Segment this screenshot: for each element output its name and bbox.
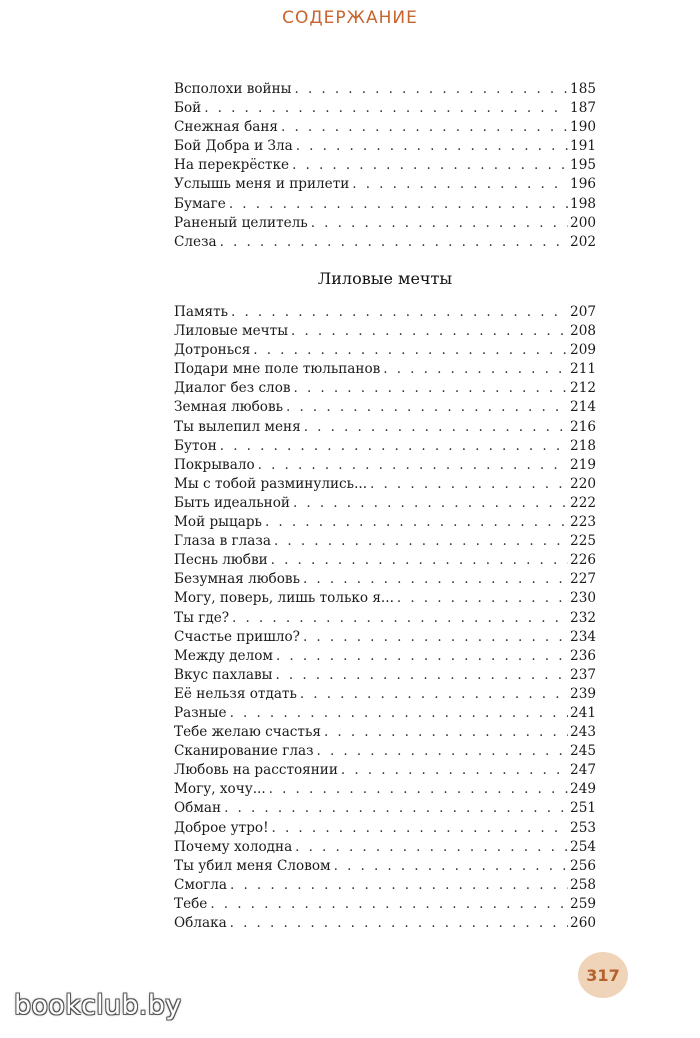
toc-entry [174, 876, 596, 895]
toc-entry-page: 249 [570, 781, 596, 798]
toc-leader-dots [303, 628, 568, 647]
page-header-title: СОДЕРЖАНИЕ [282, 8, 418, 28]
toc-leader-dots [231, 303, 568, 322]
toc-entry [174, 513, 596, 532]
toc-leader-dots [229, 195, 568, 214]
toc-entry-title: Земная любовь [174, 399, 284, 416]
toc-entry-title: Сканирование глаз [174, 743, 314, 760]
toc-entry [174, 819, 596, 838]
toc-entry [174, 379, 596, 398]
toc-entry-page: 236 [570, 647, 596, 664]
toc-entry-page: 259 [570, 895, 596, 912]
toc-entry-page: 232 [570, 609, 596, 626]
toc-entry [174, 475, 596, 494]
toc-entry [174, 570, 596, 589]
toc-entry-title: Память [174, 304, 229, 320]
toc-entry-page: 211 [570, 361, 596, 378]
toc-entry-title: Облака [174, 915, 227, 931]
toc-leader-dots [275, 666, 568, 685]
toc-entry-title: Услышь меня и прилети [174, 176, 350, 193]
toc-entry-page: 260 [570, 915, 596, 931]
toc-entry [174, 914, 596, 933]
toc-leader-dots [274, 532, 568, 551]
toc-leader-dots [291, 322, 568, 341]
toc-leader-dots [293, 494, 568, 513]
toc-entry-page: 253 [570, 819, 596, 836]
toc-leader-dots [292, 156, 568, 175]
watermark-logo: bookclub.by [14, 990, 182, 1021]
toc-list-first [174, 80, 596, 252]
toc-entry [174, 532, 596, 551]
toc-entry-title: Счастье пришло? [174, 628, 300, 645]
toc-entry-title: Безумная любовь [174, 571, 300, 588]
toc-entry-page: 258 [570, 876, 596, 893]
toc-entry [174, 742, 596, 761]
toc-entry [174, 494, 596, 513]
toc-entry-title: Её нельзя отдать [174, 685, 297, 702]
toc-entry [174, 838, 596, 857]
toc-entry [174, 137, 596, 156]
toc-entry-title: Снежная баня [174, 119, 278, 136]
toc-leader-dots [253, 341, 568, 360]
toc-entry-title: Диалог без слов [174, 380, 291, 397]
toc-leader-dots [224, 799, 568, 818]
toc-entry [174, 723, 596, 742]
toc-entry [174, 99, 596, 118]
toc-entry-title: Бутон [174, 437, 217, 454]
toc-entry-page: 196 [570, 176, 596, 193]
toc-entry-title: Почему холодна [174, 838, 293, 855]
toc-entry-title: Ты убил меня Словом [174, 857, 331, 874]
toc-entry-page: 222 [570, 494, 596, 511]
toc-entry-title: Бумаге [174, 195, 226, 212]
toc-entry-title: Вкус пахлавы [174, 666, 273, 683]
toc-entry-page: 245 [570, 743, 596, 760]
toc-entry-page: 187 [570, 100, 596, 117]
toc-entry-title: На перекрёстке [174, 157, 290, 174]
toc-entry [174, 398, 596, 417]
toc-entry-page: 220 [570, 475, 596, 492]
toc-entry-page: 216 [570, 418, 596, 435]
toc-entry-page: 212 [570, 380, 596, 397]
toc-entry [174, 456, 596, 475]
toc-leader-dots [230, 914, 568, 933]
toc-leader-dots [334, 857, 568, 876]
toc-leader-dots [281, 118, 568, 137]
toc-entry-title: Лиловые мечты [174, 323, 289, 340]
toc-entry [174, 647, 596, 666]
toc-entry-page: 214 [570, 399, 596, 416]
toc-entry-title: Бой Добра и Зла [174, 138, 293, 155]
toc-entry-title: Ты вылепил меня [174, 418, 301, 435]
toc-entry-page: 243 [570, 724, 596, 741]
toc-entry-title: Могу, хочу... [174, 781, 266, 798]
toc-entry-title: Мой рыцарь [174, 514, 262, 531]
toc-leader-dots [232, 609, 568, 628]
toc-leader-dots [311, 214, 568, 233]
toc-entry-title: Обман [174, 800, 222, 817]
toc-entry-page: 234 [570, 628, 596, 645]
toc-entry [174, 214, 596, 233]
toc-leader-dots [269, 780, 568, 799]
toc-entry-title: Раненый целитель [174, 214, 308, 231]
toc-leader-dots [295, 80, 569, 99]
toc-leader-dots [210, 895, 568, 914]
toc-entry-title: Мы с тобой разминулись... [174, 475, 368, 492]
toc-leader-dots [286, 398, 568, 417]
toc-entry-title: Всполохи войны [174, 81, 292, 97]
toc-leader-dots [220, 233, 568, 252]
toc-entry [174, 341, 596, 360]
toc-entry-page: 200 [570, 214, 596, 231]
toc-entry-title: Разные [174, 704, 227, 721]
toc-entry-page: 219 [570, 456, 596, 473]
toc-leader-dots [294, 379, 569, 398]
toc-entry [174, 685, 596, 704]
toc-entry-page: 185 [570, 81, 596, 97]
toc-entry [174, 780, 596, 799]
toc-entry-page: 218 [570, 437, 596, 454]
toc-entry [174, 895, 596, 914]
toc-entry [174, 175, 596, 194]
toc-entry-title: Смогла [174, 876, 228, 893]
toc-entry-page: 195 [570, 157, 596, 174]
toc-entry-page: 198 [570, 195, 596, 212]
toc-entry-page: 225 [570, 533, 596, 550]
toc-leader-dots [296, 137, 568, 156]
toc-leader-dots [276, 647, 568, 666]
toc-entry-page: 247 [570, 762, 596, 779]
toc-entry [174, 799, 596, 818]
toc-entry-page: 191 [570, 138, 596, 155]
toc-entry [174, 195, 596, 214]
toc-entry [174, 589, 596, 608]
toc-entry-title: Могу, поверь, лишь только я... [174, 590, 394, 607]
toc-leader-dots [295, 838, 568, 857]
toc-entry-title: Доброе утро! [174, 819, 269, 836]
toc-entry [174, 322, 596, 341]
toc-entry [174, 437, 596, 456]
toc-entry-page: 241 [570, 704, 596, 721]
toc-leader-dots [317, 742, 569, 761]
toc-entry-title: Тебе желаю счастья [174, 724, 321, 741]
toc-entry-page: 239 [570, 685, 596, 702]
toc-entry [174, 704, 596, 723]
toc-entry-title: Быть идеальной [174, 494, 290, 511]
toc-entry [174, 551, 596, 570]
toc-entry-page: 208 [570, 323, 596, 340]
toc-leader-dots [265, 513, 568, 532]
toc-leader-dots [230, 876, 568, 895]
toc-entry-title: Песнь любви [174, 552, 268, 569]
toc-leader-dots [303, 570, 568, 589]
toc-leader-dots [341, 761, 568, 780]
toc-entry-title: Дотронься [174, 342, 251, 359]
toc-entry-page: 202 [570, 233, 596, 250]
toc-entry-title: Покрывало [174, 456, 255, 473]
toc-leader-dots [304, 418, 568, 437]
toc-entry [174, 628, 596, 647]
toc-entry [174, 233, 596, 252]
toc-leader-dots [271, 551, 568, 570]
toc-entry [174, 80, 596, 99]
page-number: 317 [586, 965, 620, 985]
toc-leader-dots [204, 99, 568, 118]
toc-entry-title: Слеза [174, 233, 217, 250]
toc-list-second [174, 303, 596, 933]
toc-leader-dots [272, 819, 569, 838]
toc-entry-page: 207 [570, 304, 596, 320]
toc-entry [174, 418, 596, 437]
toc-entry [174, 360, 596, 379]
toc-entry-page: 251 [570, 800, 596, 817]
toc-entry [174, 118, 596, 137]
toc-entry-page: 237 [570, 666, 596, 683]
toc-entry-page: 190 [570, 119, 596, 136]
toc-leader-dots [230, 704, 568, 723]
toc-leader-dots [300, 685, 568, 704]
toc-leader-dots [324, 723, 568, 742]
toc-entry-page: 254 [570, 838, 596, 855]
toc-leader-dots [383, 360, 568, 379]
toc-leader-dots [352, 175, 568, 194]
toc-leader-dots [397, 589, 568, 608]
toc-leader-dots [258, 456, 568, 475]
toc-entry-page: 226 [570, 552, 596, 569]
toc-entry [174, 666, 596, 685]
toc-entry-page: 223 [570, 514, 596, 531]
toc-entry [174, 609, 596, 628]
toc-entry-title: Глаза в глаза [174, 533, 271, 550]
toc-entry-page: 256 [570, 857, 596, 874]
toc-entry-title: Тебе [174, 895, 208, 912]
toc-entry-title: Подари мне поле тюльпанов [174, 361, 381, 378]
toc-leader-dots [220, 437, 568, 456]
toc-entry-title: Ты где? [174, 609, 230, 626]
toc-entry-page: 227 [570, 571, 596, 588]
toc-entry-page: 230 [570, 590, 596, 607]
toc-leader-dots [370, 475, 568, 494]
toc-entry [174, 156, 596, 175]
page-number-badge [578, 952, 628, 998]
toc-entry-title: Между делом [174, 647, 273, 664]
section-title: Лиловые мечты [317, 269, 453, 288]
toc-entry [174, 303, 596, 322]
toc-entry-page: 209 [570, 342, 596, 359]
toc-entry-title: Бой [174, 100, 202, 117]
toc-entry [174, 761, 596, 780]
toc-entry-title: Любовь на расстоянии [174, 762, 338, 779]
toc-entry [174, 857, 596, 876]
